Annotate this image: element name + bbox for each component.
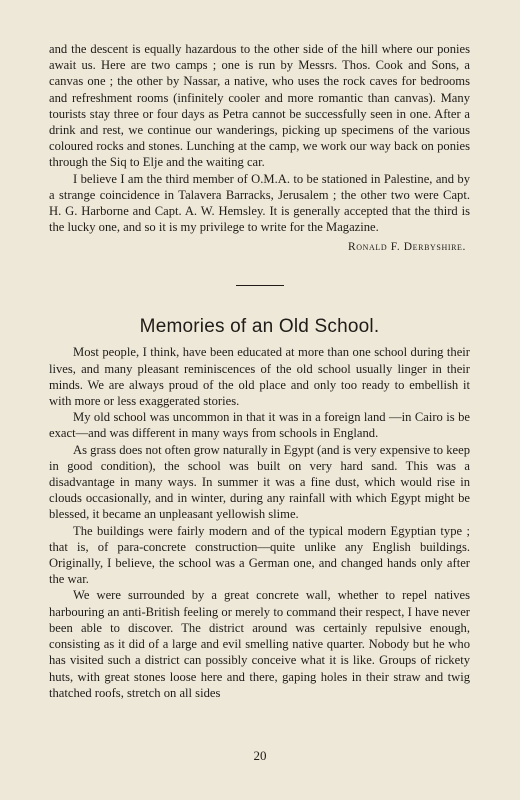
article2-paragraph-1: Most people, I think, have been educated at more than one school during their lives, and many pleasant reminiscences of the old school usually linger in their minds. We are always proud of the old place and only too ready to embellish it with more or less exaggerated stories.	[49, 345, 470, 409]
article1-paragraph-1: and the descent is equally hazardous to the other side of the hill where our ponies await us. Here are two camps ; one is run by Messrs. Thos. Cook and Sons, a canvas one ; the other by Nassar, a native, who uses the rock caves for bedrooms and refreshment rooms (infinitely cooler and more romantic than canvas). Many tourists stay three or four days as Petra cannot be successfully seen in one. After a drink and rest, we continue our wanderings, picking up specimens of the various coloured rocks and stones. Lunching at the camp, we work our way back on ponies through the Siq to Elje and the waiting car.	[49, 42, 470, 170]
article2-paragraph-4: The buildings were fairly modern and of the typical modern Egyptian type ; that is, of para-concrete construction—quite unlike any English buildings. Originally, I believe, the school was a German one, and changed hands only after the war.	[49, 523, 470, 587]
article2-paragraph-3: As grass does not often grow naturally in Egypt (and is very expensive to keep in good condition), the school was built on very hard sand. This was a disadvantage in many ways. In summer it was a fine dust, which would rise in clouds occasionally, and in winter, during any rainfall with which Egypt might be blessed, it became an unpleasant yellowish slime.	[49, 442, 470, 522]
text-column	[49, 41, 470, 701]
article2-paragraph-5: We were surrounded by a great concrete wall, whether to repel natives harbouring an anti-British feeling or merely to command their respect, I have never been able to discover. The district around was certainly repulsive enough, consisting as it did of a large and evil smelling native quarter. Nobody but he who has visited such a district can possibly conceive what it is like. Groups of rickety huts, with great stones loose here and there, gaping holes in their straw and twig thatched roofs, stretch on all sides	[49, 588, 470, 700]
section-divider	[236, 285, 284, 286]
article1-paragraph-2: I believe I am the third member of O.M.A. to be stationed in Palestine, and by a strange coincidence in Talavera Barracks, Jerusalem ; the other two were Capt. H. G. Harborne and Capt. A. W. Hemsley. It is generally accepted that the third is the lucky one, and so it is my privilege to write for the Magazine.	[49, 171, 470, 235]
author-signature: Ronald F. Derbyshire.	[348, 241, 466, 254]
article2-paragraph-2: My old school was uncommon in that it was in a foreign land —in Cairo is be exact—and was different in many ways from schools in England.	[49, 410, 470, 441]
article-title: Memories of an Old School.	[139, 316, 380, 338]
page-number: 20	[253, 748, 267, 763]
